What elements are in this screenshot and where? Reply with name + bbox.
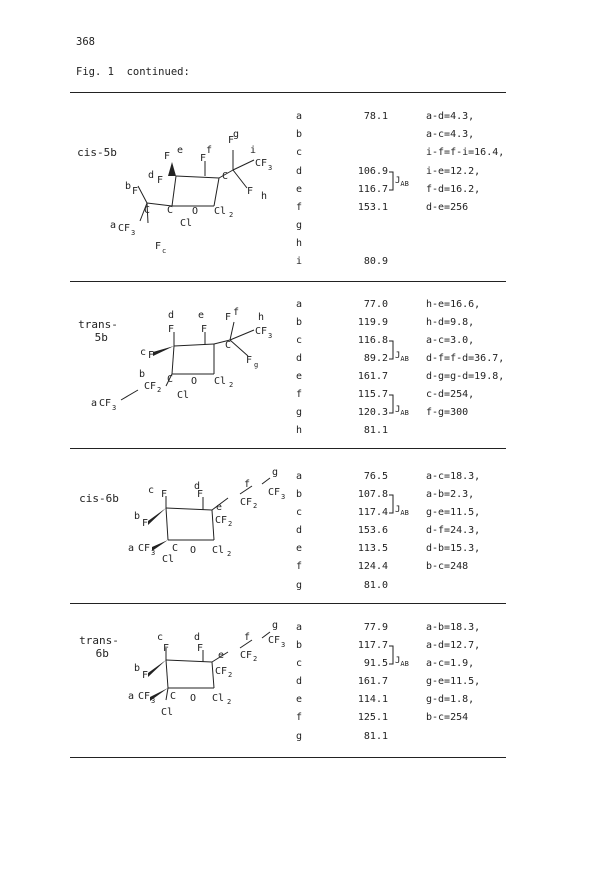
chemical-shift: 124.4 [357,561,388,572]
coupling-constant: d-g=g-d=19.8, [426,371,505,382]
coupling-constant: c-d=254, [426,389,475,400]
chemical-shift: 116.8 [357,335,388,346]
assignment-label: g [295,580,303,591]
svg-text:a: a [128,543,135,554]
assignment-label: b [295,489,303,500]
coupling-constant: b-c=248 [426,561,469,572]
svg-text:Cl: Cl [214,206,227,217]
chemical-shift: 81.0 [363,580,388,591]
svg-text:d: d [194,632,201,643]
svg-text:C: C [170,691,177,702]
coupling-constant: a-d=12.7, [426,640,481,651]
svg-text:g: g [254,361,259,369]
svg-text:CF: CF [268,635,281,646]
svg-text:3: 3 [268,164,273,172]
assignment-label: a [295,622,303,633]
assignment-label: e [295,371,303,382]
svg-text:C: C [172,543,179,554]
chemical-shift: 117.7 [357,640,388,651]
chemical-shift: 89.2 [363,353,388,364]
chemical-shift: 76.5 [363,471,388,482]
chemical-shift: 117.4 [357,507,388,518]
coupling-constant: d-f=f-d=36.7, [426,353,505,364]
coupling-constant: h-e=16.6, [426,299,481,310]
svg-text:3: 3 [151,697,156,705]
assignment-label: d [295,525,303,536]
svg-text:F: F [163,643,170,654]
coupling-constant: a-d=4.3, [426,111,475,122]
assignment-label: g [295,731,303,742]
svg-text:F: F [142,518,149,529]
svg-text:F: F [200,153,207,164]
assignment-label: e [295,543,303,554]
assignment-label: f [295,202,303,213]
svg-text:e: e [218,650,225,661]
svg-text:c: c [162,247,167,255]
jab-label: $J_{AB}$ [395,656,409,668]
svg-text:F: F [132,186,139,197]
svg-text:e: e [198,310,205,321]
chemical-shift: 77.0 [363,299,388,310]
svg-text:a: a [91,398,98,409]
assignment-label: b [295,129,303,140]
svg-text:C: C [167,374,174,385]
chemical-shift: 153.1 [357,202,388,213]
assignment-label: c [295,147,303,158]
svg-text:3: 3 [268,332,273,340]
svg-text:3: 3 [151,549,156,557]
svg-text:f: f [206,145,213,156]
coupling-constant: a-c=1.9, [426,658,475,669]
svg-text:CF: CF [268,487,281,498]
assignment-label: g [295,407,303,418]
chemical-shift: 106.9 [357,166,388,177]
assignment-label: b [295,317,303,328]
svg-text:F: F [228,135,235,146]
svg-text:2: 2 [227,550,232,558]
svg-text:c: c [157,632,164,643]
svg-text:C: C [167,205,174,216]
svg-text:Cl: Cl [161,707,174,718]
svg-text:2: 2 [157,386,162,394]
svg-text:F: F [157,175,164,186]
coupling-constant: d-b=15.3, [426,543,481,554]
assignment-label: e [295,184,303,195]
compound-name: cis-6b [79,492,119,505]
chemical-shift: 114.1 [357,694,388,705]
svg-text:f: f [233,307,240,318]
svg-text:f: f [244,632,251,643]
svg-text:Cl: Cl [212,545,225,556]
coupling-constant: i-e=12.2, [426,166,481,177]
figure-caption: Fig. 1 continued: [76,66,190,78]
svg-text:g: g [233,129,240,140]
svg-text:F: F [142,670,149,681]
svg-text:O: O [191,376,198,387]
svg-text:i: i [250,145,257,156]
chemical-shift: 119.9 [357,317,388,328]
assignment-label: g [295,220,303,231]
assignment-label: h [295,238,303,249]
svg-text:d: d [168,310,175,321]
jab-label: $J_{AB}$ [395,351,409,363]
assignment-label: f [295,389,303,400]
chemical-shift: 153.6 [357,525,388,536]
coupling-constant: g-e=11.5, [426,676,481,687]
svg-text:F: F [197,643,204,654]
svg-text:e: e [177,145,184,156]
assignment-label: a [295,471,303,482]
svg-text:F: F [246,355,253,366]
svg-text:F: F [247,186,254,197]
coupling-constant: a-b=18.3, [426,622,481,633]
svg-text:F: F [148,350,155,361]
svg-text:2: 2 [229,211,234,219]
svg-text:CF: CF [215,666,228,677]
svg-text:b: b [125,181,132,192]
coupling-constant: b-c=254 [426,712,469,723]
svg-text:Cl: Cl [214,376,227,387]
svg-text:F: F [155,241,162,252]
assignment-label: f [295,712,303,723]
assignment-label: b [295,640,303,651]
assignment-label: e [295,694,303,705]
svg-text:d: d [148,170,155,181]
svg-text:h: h [261,191,268,202]
chemical-shift: 107.8 [357,489,388,500]
svg-text:CF: CF [144,381,157,392]
page-number: 368 [76,36,95,48]
svg-text:CF: CF [240,650,253,661]
svg-text:2: 2 [253,502,258,510]
svg-text:CF: CF [240,497,253,508]
svg-text:F: F [168,324,175,335]
coupling-constant: f-d=16.2, [426,184,481,195]
coupling-constant: d-e=256 [426,202,469,213]
assignment-label: h [295,425,303,436]
chemical-shift: 91.5 [363,658,388,669]
svg-text:F: F [161,489,168,500]
svg-text:2: 2 [229,381,234,389]
chemical-shift: 120.3 [357,407,388,418]
coupling-constant: a-c=4.3, [426,129,475,140]
svg-text:O: O [190,693,197,704]
svg-text:d: d [194,481,201,492]
chemical-shift: 161.7 [357,676,388,687]
compound-name: trans- 5b [78,318,118,344]
svg-text:3: 3 [281,493,286,501]
rule-top [70,92,506,93]
svg-text:e: e [216,502,223,513]
svg-text:CF: CF [255,326,268,337]
svg-text:c: c [140,347,147,358]
chemical-shift: 77.9 [363,622,388,633]
svg-text:2: 2 [227,698,232,706]
assignment-label: d [295,353,303,364]
svg-text:2: 2 [253,655,258,663]
assignment-label: c [295,658,303,669]
coupling-constant: d-f=24.3, [426,525,481,536]
svg-text:C: C [222,171,229,182]
coupling-constant: h-d=9.8, [426,317,475,328]
rule-1 [70,281,506,282]
svg-text:F: F [197,489,204,500]
chemical-shift: 125.1 [357,712,388,723]
svg-text:C: C [144,205,151,216]
svg-text:3: 3 [131,229,136,237]
svg-text:O: O [192,206,199,217]
svg-text:Cl: Cl [180,218,193,229]
svg-text:O: O [190,545,197,556]
assignment-label: i [295,256,303,267]
coupling-constant: g-e=11.5, [426,507,481,518]
assignment-label: f [295,561,303,572]
coupling-constant: a-c=3.0, [426,335,475,346]
coupling-constant: a-b=2.3, [426,489,475,500]
svg-text:b: b [134,663,141,674]
svg-text:Cl: Cl [177,390,190,401]
chemical-shift: 161.7 [357,371,388,382]
svg-text:F: F [225,312,232,323]
chemical-shift: 78.1 [363,111,388,122]
compound-name: trans- 6b [79,634,119,660]
svg-text:F: F [164,151,171,162]
svg-text:CF: CF [138,691,151,702]
rule-bottom [70,757,506,758]
svg-text:CF: CF [138,543,151,554]
coupling-constant: g-d=1.8, [426,694,475,705]
chemical-shift: 116.7 [357,184,388,195]
svg-text:2: 2 [228,671,233,679]
chemical-shift: 81.1 [363,425,388,436]
svg-text:b: b [139,369,146,380]
rule-3 [70,603,506,604]
svg-text:3: 3 [281,641,286,649]
coupling-constant: i-f=f-i=16.4, [426,147,505,158]
svg-text:g: g [272,620,279,631]
rule-2 [70,448,506,449]
jab-label: $J_{AB}$ [395,405,409,417]
svg-text:c: c [148,485,155,496]
svg-text:CF: CF [215,515,228,526]
assignment-label: d [295,166,303,177]
svg-text:h: h [258,312,265,323]
svg-text:Cl: Cl [212,693,225,704]
svg-text:F: F [201,324,208,335]
svg-text:f: f [244,479,251,490]
svg-text:Cl: Cl [162,554,175,565]
chemical-shift: 115.7 [357,389,388,400]
jab-bracket [0,0,1,1]
assignment-label: c [295,335,303,346]
svg-text:3: 3 [112,404,117,412]
jab-label: $J_{AB}$ [395,505,409,517]
assignment-label: a [295,111,303,122]
assignment-label: a [295,299,303,310]
compound-name: cis-5b [77,146,117,159]
chemical-shift: 80.9 [363,256,388,267]
svg-text:2: 2 [228,520,233,528]
coupling-constant: f-g=300 [426,407,469,418]
svg-text:C: C [225,340,232,351]
chemical-shift: 81.1 [363,731,388,742]
svg-text:b: b [134,511,141,522]
svg-text:a: a [128,691,135,702]
coupling-constant: a-c=18.3, [426,471,481,482]
svg-text:CF: CF [255,158,268,169]
jab-label: $J_{AB}$ [395,176,409,188]
svg-text:CF: CF [118,223,131,234]
svg-text:CF: CF [99,398,112,409]
chemical-shift: 113.5 [357,543,388,554]
svg-text:g: g [272,467,279,478]
assignment-label: d [295,676,303,687]
svg-text:a: a [110,220,117,231]
assignment-label: c [295,507,303,518]
